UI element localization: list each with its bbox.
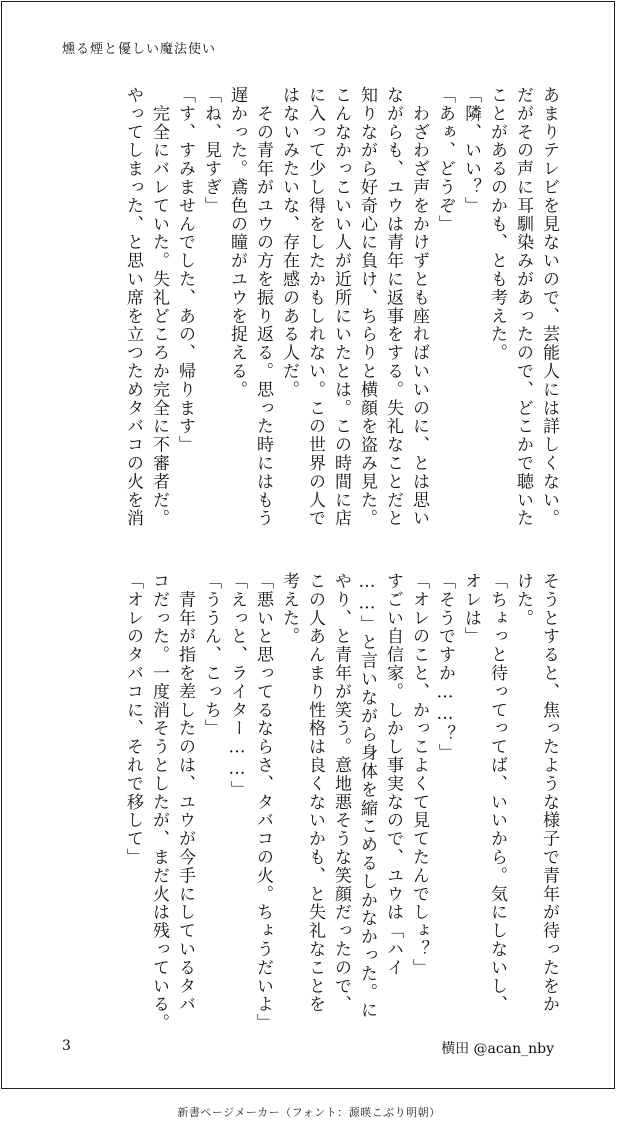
book-page — [1, 1, 615, 1089]
text-line: ことがあるのかも、とも考えた。 — [487, 86, 507, 362]
text-line: だがその声に耳馴染みがあったので、どこかで聴いた — [513, 86, 533, 528]
text-line: 「隣、いい？」 — [461, 86, 481, 215]
text-line: 知りながら好奇心に負け、ちらりと横顔を盗み見た。 — [357, 86, 377, 528]
book-title-header: 燻る煙と優しい魔法使い — [62, 42, 217, 57]
text-line: 「ううん、こっち」 — [201, 572, 221, 738]
text-line: 「ちょっと待ってってば、いいから。気にしないし、 — [487, 572, 507, 1014]
text-line: 「オレのこと、かっこよくて見てたんでしょ？」 — [409, 572, 429, 977]
text-line: やってしまった、と思い席を立つためタバコの火を消 — [123, 86, 143, 528]
text-line: 「悪いと思ってるならさ、タバコの火。ちょうだいよ」 — [253, 572, 273, 1032]
text-line: に入って少し得をしたかもしれない。この世界の人で — [305, 86, 325, 528]
text-line: 「えっと、ライター……」 — [227, 572, 247, 799]
text-line: 「ね、見すぎ」 — [201, 86, 221, 215]
text-line: はないみたいな、存在感のある人だ。 — [279, 86, 299, 399]
text-line: 遅かった。鳶色の瞳がユウを捉える。 — [227, 86, 247, 399]
text-line: 「あぁ、どうぞ」 — [435, 86, 455, 234]
lower-text-column — [120, 572, 562, 1032]
text-line: 「オレのタバコに、それで移して」 — [123, 572, 143, 867]
text-line: 青年が指を差したのは、ユウが今手にしているタバ — [175, 572, 195, 1014]
text-line: 完全にバレていた。失礼どころか完全に不審者だ。 — [149, 86, 169, 528]
text-line: ながらも、ユウは青年に返事をする。失礼なことだと — [383, 86, 403, 528]
upper-text-column — [120, 86, 562, 526]
text-line: オレは」 — [461, 572, 481, 646]
text-line: けた。 — [513, 572, 533, 628]
text-line: その青年がユウの方を振り返る。思った時にはもう — [253, 86, 273, 528]
text-line: ……」と言いながら身体を縮こめるしかなかった。に — [357, 572, 377, 1020]
page-number: 3 — [62, 1038, 71, 1054]
text-line: 「す、すみませんでした、あの、帰ります」 — [175, 86, 195, 454]
text-line: わざわざ声をかけずとも座ればいいのに、とは思い — [409, 86, 429, 528]
text-line: 考えた。 — [279, 572, 299, 646]
text-line: そうとすると、焦ったような様子で青年が待ったをか — [539, 572, 559, 1014]
text-line: この人あんまり性格は良くないかも、と失礼なことを — [305, 572, 325, 1014]
author-credit: 横田 @acan_nby — [441, 1041, 554, 1057]
text-line: すごい自信家。しかし事実なので、ユウは「ハイ — [383, 572, 403, 977]
text-line: あまりテレビを見ないので、芸能人には詳しくない。 — [539, 86, 559, 528]
text-line: 「そうですか……？」 — [435, 572, 455, 762]
text-line: こんなかっこいい人が近所にいたとは。この時間に店 — [331, 86, 351, 528]
text-line: コだった。一度消そうとしたが、まだ火は残っている。 — [149, 572, 169, 1032]
text-line: やり、と青年が笑う。意地悪そうな笑顔だったので、 — [331, 572, 351, 1014]
generator-credit: 新書ページメーカー（フォント：源暎こぶり明朝） — [177, 1106, 441, 1119]
